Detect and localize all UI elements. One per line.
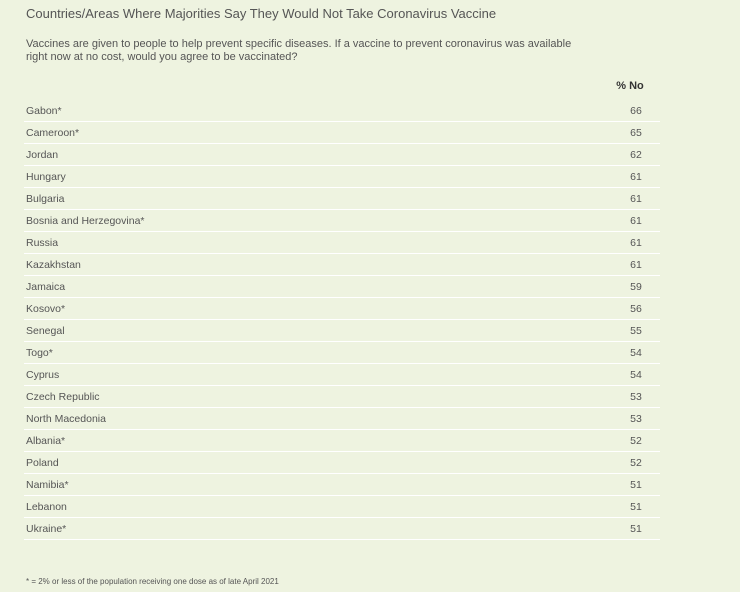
percent-no-value: 53 [630,412,642,425]
percent-no-value: 66 [630,104,642,117]
country-label: Bulgaria [26,192,65,205]
percent-no-value: 61 [630,192,642,205]
country-label: Jamaica [26,280,66,293]
country-label: Jordan [26,148,59,161]
table-row [24,232,660,254]
percent-no-value: 54 [630,346,642,359]
percent-no-value: 65 [630,126,642,139]
country-label: Cameroon* [26,126,80,139]
country-label: Kazakhstan [26,258,81,271]
table-row [24,276,660,298]
country-label: Ukraine* [26,522,67,535]
percent-no-value: 51 [630,478,642,491]
country-label: Kosovo* [26,302,66,315]
table-row [24,452,660,474]
table-row [24,518,660,540]
table-row [24,144,660,166]
table-row [24,298,660,320]
country-label: Lebanon [26,500,67,513]
data-table [24,100,660,540]
table-row [24,122,660,144]
country-label: Poland [26,456,59,469]
country-label: Czech Republic [26,390,100,403]
table-row [24,364,660,386]
percent-no-value: 61 [630,236,642,249]
percent-no-value: 52 [630,434,642,447]
table-row [24,342,660,364]
percent-no-value: 62 [630,148,642,161]
percent-no-value: 53 [630,390,642,403]
table-row [24,496,660,518]
percent-no-value: 52 [630,456,642,469]
percent-no-value: 61 [630,214,642,227]
country-label: Senegal [26,324,65,337]
percent-no-value: 51 [630,500,642,513]
table-row [24,320,660,342]
country-label: Togo* [26,346,53,359]
country-label: Gabon* [26,104,62,117]
table-row [24,386,660,408]
percent-no-value: 55 [630,324,642,337]
column-header-percent-no: % No [616,80,644,92]
percent-no-value: 61 [630,258,642,271]
footnote: * = 2% or less of the population receiving one dose as of late April 2021 [26,577,279,586]
table-row [24,166,660,188]
chart-subtitle: Vaccines are given to people to help prevent specific diseases. If a vaccine to prevent coronavirus was available right now at no cost, would you agree to be vaccinated? [26,38,572,63]
percent-no-value: 59 [630,280,642,293]
country-label: Russia [26,236,59,249]
percent-no-value: 56 [630,302,642,315]
country-label: Cyprus [26,368,60,381]
table-row [24,188,660,210]
country-label: Namibia* [26,478,69,491]
table-row [24,210,660,232]
country-label: Hungary [26,170,66,183]
country-label: Albania* [26,434,66,447]
country-label: Bosnia and Herzegovina* [26,214,145,227]
table-row [24,408,660,430]
percent-no-value: 54 [630,368,642,381]
chart-title: Countries/Areas Where Majorities Say They Would Not Take Coronavirus Vaccine [26,6,497,21]
table-row [24,254,660,276]
table-row [24,474,660,496]
table-row [24,430,660,452]
table-row [24,100,660,122]
percent-no-value: 51 [630,522,642,535]
percent-no-value: 61 [630,170,642,183]
country-label: North Macedonia [26,412,106,425]
